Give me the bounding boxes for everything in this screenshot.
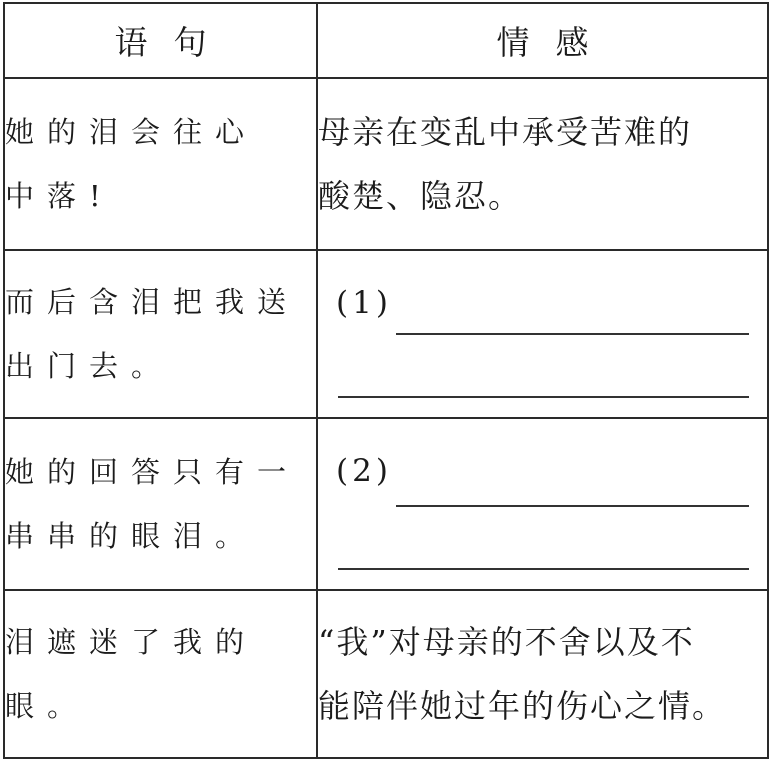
answer-line[interactable] [396, 333, 749, 335]
answer-line[interactable] [338, 396, 749, 398]
sentence-cell [4, 418, 317, 590]
emotion-text-line: 酸楚、隐忍。 [318, 177, 523, 215]
answer-line[interactable] [338, 568, 749, 570]
blank-number-label: (2) [336, 453, 392, 489]
sentence-cell [4, 590, 317, 758]
sentence-text-line: 她的回答只有一 [5, 455, 300, 489]
header-emotion: 情感 [317, 3, 768, 78]
emotion-text-line: 能陪伴她过年的伤心之情。 [318, 687, 727, 725]
emotion-cell [317, 590, 768, 758]
table-row [4, 418, 768, 590]
sentence-text-line: 而后含泪把我送 [5, 285, 300, 319]
sentence-cell [4, 78, 317, 250]
blank-number-label: (1) [336, 285, 392, 321]
emotion-text-line: 母亲在变乱中承受苦难的 [318, 113, 693, 151]
emotion-text-line: “我”对母亲的不舍以及不 [318, 623, 695, 661]
emotion-cell [317, 78, 768, 250]
table-row [4, 250, 768, 418]
sentence-text-line: 她的泪会往心 [5, 115, 258, 149]
sentence-emotion-table [3, 2, 769, 759]
answer-blank-cell-1[interactable] [317, 250, 768, 418]
table-header-row [4, 3, 768, 78]
sentence-text-line: 出门去。 [5, 349, 174, 383]
sentence-text-line: 中落! [5, 179, 114, 213]
table-row [4, 78, 768, 250]
sentence-text-line: 泪遮迷了我的眼。 [5, 625, 258, 723]
answer-blank-cell-2[interactable] [317, 418, 768, 590]
table-row [4, 590, 768, 758]
header-sentence: 语句 [4, 3, 317, 78]
sentence-text-line: 串串的眼泪。 [5, 519, 258, 553]
sentence-cell [4, 250, 317, 418]
answer-line[interactable] [396, 505, 749, 507]
